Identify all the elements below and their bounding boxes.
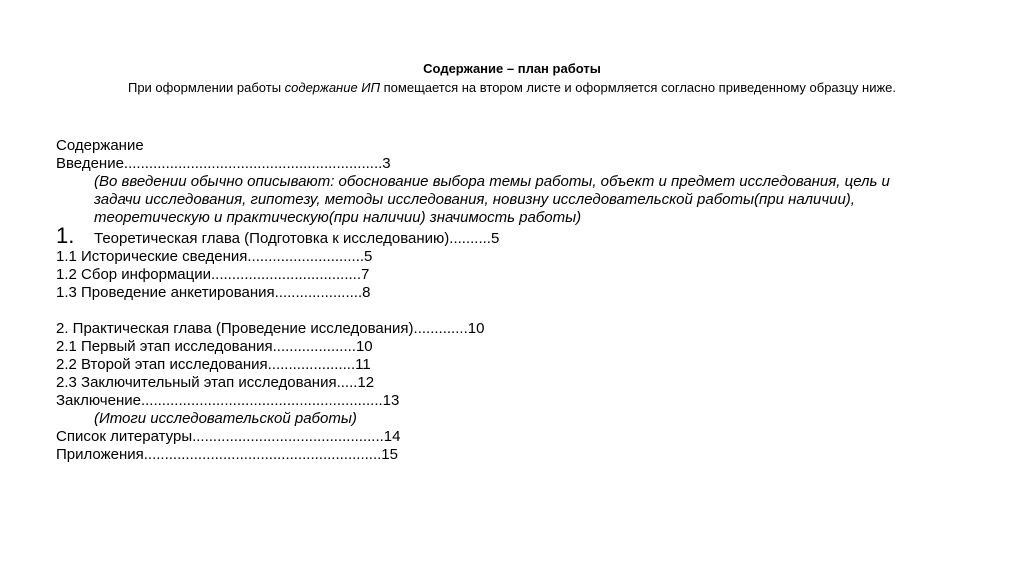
toc-conclusion-note: (Итоги исследовательской работы) — [94, 410, 357, 427]
subtitle-text-start: При оформлении работы — [127, 80, 285, 95]
toc-item-introduction: Введение..............................................................3 — [56, 155, 391, 172]
toc-item-appendices: Приложения.........................................................15 — [56, 446, 398, 463]
subtitle-italic-text: содержание ИП — [284, 80, 381, 95]
toc-item-1-2: 1.2 Сбор информации....................................7 — [56, 266, 370, 283]
chapter-1-title: Теоретическая глава (Подготовка к исследованию)..........5 — [94, 230, 500, 247]
table-of-contents — [56, 137, 936, 464]
toc-item-2-2: 2.2 Второй этап исследования.....................11 — [56, 356, 371, 373]
toc-item-chapter-1 — [56, 223, 936, 248]
page-title: Содержание – план работы — [423, 61, 601, 76]
toc-item-conclusion: Заключение..........................................................13 — [56, 392, 400, 409]
toc-item-chapter-2: 2. Практическая глава (Проведение исследования).............10 — [56, 320, 485, 337]
toc-heading: Содержание — [56, 137, 144, 154]
chapter-1-number: 1. — [56, 223, 75, 248]
toc-spacer — [56, 302, 936, 320]
toc-item-2-3: 2.3 Заключительный этап исследования.....12 — [56, 374, 375, 391]
toc-item-2-1: 2.1 Первый этап исследования....................10 — [56, 338, 373, 355]
toc-item-references: Список литературы..............................................14 — [56, 428, 401, 445]
subtitle-text-end: помещается на втором листе и оформляется согласно приведенному образцу ниже. — [380, 80, 897, 95]
page-subtitle — [0, 80, 1024, 96]
toc-item-1-1: 1.1 Исторические сведения............................5 — [56, 248, 373, 265]
toc-item-1-3: 1.3 Проведение анкетирования.....................8 — [56, 284, 371, 301]
toc-introduction-note: (Во введении обычно описывают: обоснование выбора темы работы, объект и предмет исследования, цель и задачи исследования, гипотезу, методы исследования, новизну исследовательской работы(при наличии), теоретическую и практическую(при наличии) значимость работы) — [94, 173, 890, 226]
